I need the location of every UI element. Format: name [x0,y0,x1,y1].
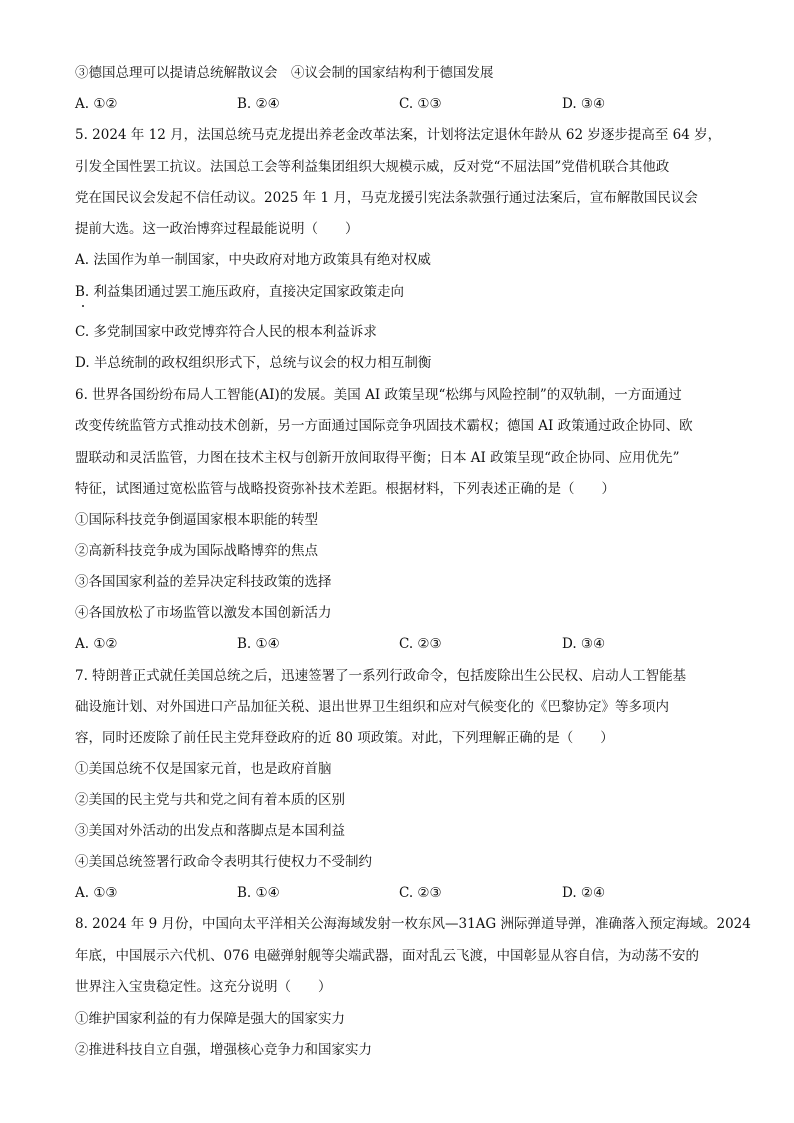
q6-statement-3: ③各国国家利益的差异决定科技政策的选择 [75,574,332,590]
q7-option-d: D. ②④ [562,885,606,901]
q8-stem-line-3: 世界注入宝贵稳定性。这充分说明（ ） [75,979,332,995]
q7-statement-1: ①美国总统不仅是国家元首，也是政府首脑 [75,761,332,777]
q8-statement-1: ①维护国家利益的有力保障是强大的国家实力 [75,1011,345,1027]
q6-option-c: C. ②③ [399,636,442,652]
q7-stem-line-1: 7. 特朗普正式就任美国总统之后，迅速签署了一系列行政命令，包括废除出生公民权、启动人工智能基 [75,668,687,684]
q7-option-a: A. ①③ [75,885,118,901]
q7-statement-4: ④美国总统签署行政命令表明其行使权力不受制约 [75,854,372,870]
q5-option-c: C. 多党制国家中政党博弈符合人民的根本利益诉求 [75,324,377,340]
q7-statement-2: ②美国的民主党与共和党之间有着本质的区别 [75,792,345,808]
q8-stem-line-2: 年底，中国展示六代机、076 电磁弹射舰等尖端武器，面对乱云飞渡，中国彰显从容自信，为动荡不安的 [75,948,700,964]
q5-stem-line-4: 提前大选。这一政治博弈过程最能说明（ ） [75,221,359,237]
q6-stem-line-4: 特征，试图通过宽松监管与战略投资弥补技术差距。根据材料，下列表述正确的是（ ） [75,481,615,497]
q5-stem-line-3: 党在国民议会发起不信任动议。2025 年 1 月，马克龙援引宪法条款强行通过法案后，宣布解散国民议会 [75,190,698,206]
q7-option-c: C. ②③ [399,885,442,901]
q7-statement-3: ③美国对外活动的出发点和落脚点是本国利益 [75,823,345,839]
q4-option-d: D. ③④ [562,96,606,112]
q4-option-a: A. ①② [75,96,118,112]
q6-statement-4: ④各国放松了市场监管以激发本国创新活力 [75,605,332,621]
q6-statement-2: ②高新科技竞争成为国际战略博弈的焦点 [75,543,318,559]
q4-statement-line: ③德国总理可以提请总统解散议会 ④议会制的国家结构利于德国发展 [75,65,494,81]
q5-option-a: A. 法国作为单一制国家，中央政府对地方政策具有绝对权威 [75,252,431,268]
q4-option-b: B. ②④ [237,96,280,112]
q5-option-b: B. 利益集团通过罢工施压政府，直接决定国家政策走向 [75,284,405,300]
stray-dot-mark [82,305,84,307]
q7-stem-line-2: 础设施计划、对外国进口产品加征关税、退出世界卫生组织和应对气候变化的《巴黎协定》等多项内 [75,699,669,715]
q6-stem-line-1: 6. 世界各国纷纷布局人工智能(AI)的发展。美国 AI 政策呈现“松绑与风险控制”的双轨制，一方面通过 [75,387,682,403]
q6-option-d: D. ③④ [562,636,606,652]
q7-stem-line-3: 容，同时还废除了前任民主党拜登政府的近 80 项政策。对此，下列理解正确的是（ ） [75,730,614,746]
q5-stem-line-2: 引发全国性罢工抗议。法国总工会等利益集团组织大规模示威，反对党“不屈法国”党借机联合其他政 [75,159,670,175]
q6-option-b: B. ①④ [237,636,280,652]
q6-stem-line-3: 盟联动和灵活监管，力图在技术主权与创新开放间取得平衡；日本 AI 政策呈现“政企协同、应用优先” [75,450,680,466]
q6-option-a: A. ①② [75,636,118,652]
q6-stem-line-2: 改变传统监管方式推动技术创新，另一方面通过国际竞争巩固技术霸权；德国 AI 政策通过政企协同、欧 [75,418,693,434]
q5-stem-line-1: 5. 2024 年 12 月，法国总统马克龙提出养老金改革法案，计划将法定退休年龄从 62 岁逐步提高至 64 岁， [75,127,722,143]
q8-statement-2: ②推进科技自立自强，增强核心竞争力和国家实力 [75,1042,372,1058]
q5-option-d: D. 半总统制的政权组织形式下，总统与议会的权力相互制衡 [75,355,432,371]
q7-option-b: B. ①④ [237,885,280,901]
q4-option-c: C. ①③ [399,96,442,112]
q8-stem-line-1: 8. 2024 年 9 月份，中国向太平洋相关公海海域发射一枚东风—31AG 洲际弹道导弹，准确落入预定海域。2024 [75,916,751,932]
q6-statement-1: ①国际科技竞争倒逼国家根本职能的转型 [75,512,318,528]
